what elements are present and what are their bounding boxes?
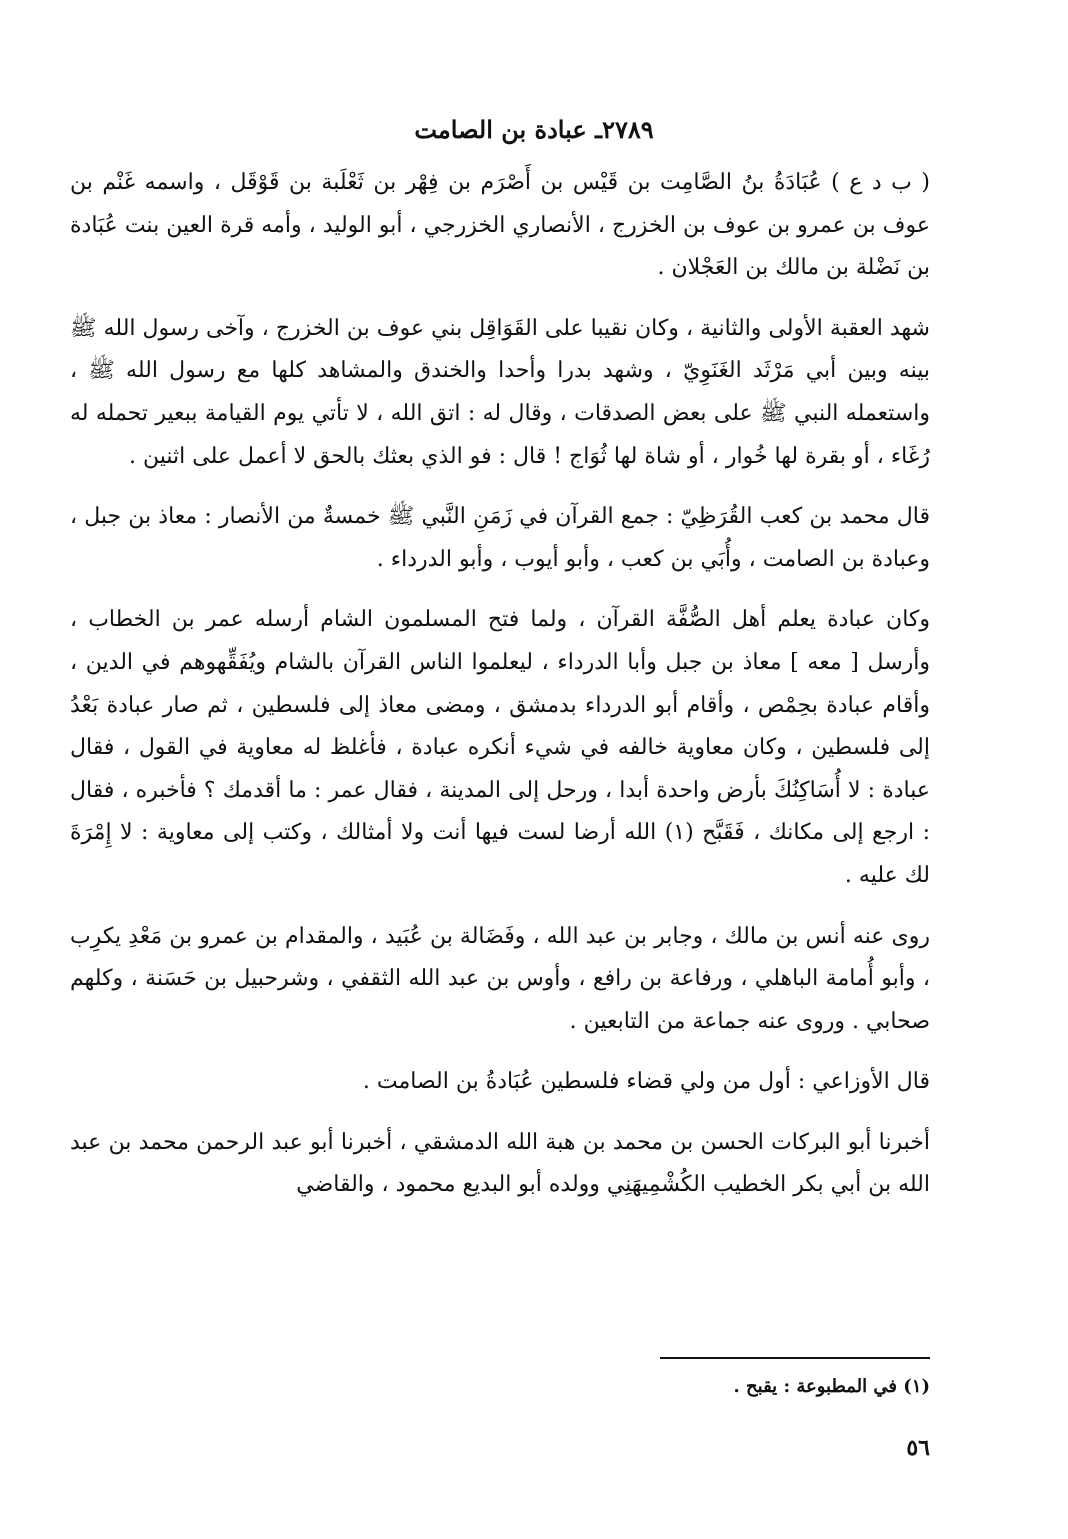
- paragraph-lineage: ( ب د ع ) عُبَادَةُ بنُ الصَّامِت بن قَيْس بن أَصْرَم بن فِهْر بن ثَعْلَبة بن قَوْقَل ، واسمه غَنْم بن عوف بن عمرو بن عوف بن الخزرج ، الأنصاري الخزرجي ، أبو الوليد ، وأمه قرة العين بنت عُبَادة بن نَضْلة بن مالك بن العَجْلان .: [70, 170, 930, 281]
- paragraph-isnad: أخبرنا أبو البركات الحسن بن محمد بن هبة الله الدمشقي ، أخبرنا أبو عبد الرحمن محمد بن عبد الله بن أبي بكر الخطيب الكُشْمِيهَنِي وولده أبو البديع محمود ، والقاضي: [70, 1129, 930, 1198]
- entry-body: [70, 162, 930, 1225]
- footnote-divider: [660, 1357, 930, 1359]
- footnote: (١) في المطبوعة : يقبح .: [733, 1376, 930, 1397]
- page-number: ٥٦: [906, 1435, 930, 1461]
- paragraph-sham-mission: وكان عبادة يعلم أهل الصُّفَّة القرآن ، ولما فتح المسلمون الشام أرسله عمر بن الخطاب ، وأرسل [ معه ] معاذ بن جبل وأبا الدرداء ، ليعلموا الناس القرآن بالشام ويُفَقِّهوهم في الدين ، وأقام عبادة بحِمْص ، وأقام أبو الدرداء بدمشق ، ومضى معاذ إلى فلسطين ، ثم صار عبادة بَعْدُ إلى فلسطين ، وكان معاوية خالفه في شيء أنكره عبادة ، فأغلظ له معاوية في القول ، فقال عبادة : لا أُسَاكِنُكَ بأرض واحدة أبدا ، ورحل إلى المدينة ، فقال عمر : ما أقدمك ؟ فأخبره ، فقال : ارجع إلى مكانك ، فَقَبَّح (١) الله أرضا لست فيها أنت ولا أمثالك ، وكتب إلى معاوية : لا إِمْرَةَ لك عليه .: [70, 607, 931, 888]
- paragraph-quran-collectors: قال محمد بن كعب القُرَظِيّ : جمع القرآن في زَمَنِ النَّبي ﷺ خمسةٌ من الأنصار : معاذ بن جبل ، وعبادة بن الصامت ، وأُبَي بن كعب ، وأبو أيوب ، وأبو الدرداء .: [70, 504, 930, 572]
- entry-title: ٢٧٨٩ـ عبادة بن الصامت: [414, 115, 654, 144]
- paragraph-awzai-quote: قال الأوزاعي : أول من ولي قضاء فلسطين عُبَادةُ بن الصامت .: [362, 1069, 930, 1095]
- paragraph-narrators: روى عنه أنس بن مالك ، وجابر بن عبد الله ، وفَضَالة بن عُبَيد ، والمقدام بن عمرو بن مَعْدِ يكرِب ، وأبو أُمامة الباهلي ، ورفاعة بن رافع ، وأوس بن عبد الله الثقفي ، وشرحبيل بن حَسَنة ، وكلهم صحابي . وروى عنه جماعة من التابعين .: [70, 923, 930, 1034]
- paragraph-biography: شهد العقبة الأولى والثانية ، وكان نقيبا على القَوَاقِل بني عوف بن الخزرج ، وآخى رسول الله ﷺ بينه وبين أبي مَرْثَد الغَنَوِيّ ، وشهد بدرا وأحدا والخندق والمشاهد كلها مع رسول الله ﷺ ، واستعمله النبي ﷺ على بعض الصدقات ، وقال له : اتق الله ، لا تأتي يوم القيامة ببعير تحمله له رُغَاء ، أو بقرة لها خُوار ، أو شاة لها ثُوَاج ! قال : فو الذي بعثك بالحق لا أعمل على اثنين .: [70, 315, 930, 469]
